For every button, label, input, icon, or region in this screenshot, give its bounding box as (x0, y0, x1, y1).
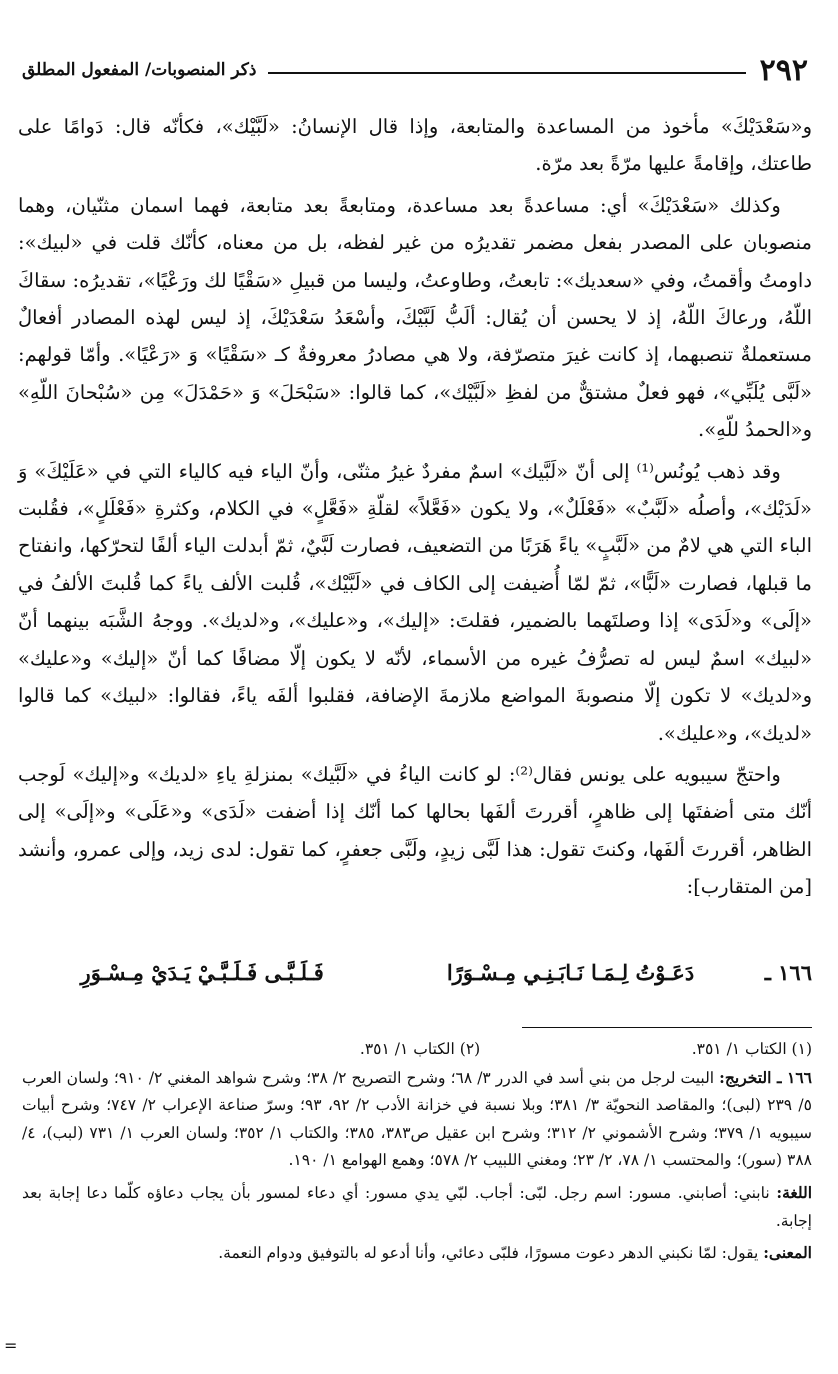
continuation-mark: = (4, 1336, 18, 1355)
page-header (22, 50, 808, 90)
takhrij-note (22, 1064, 812, 1175)
verse-number: ١٦٦ ـ (764, 959, 812, 985)
footnote-rule (522, 1027, 812, 1028)
footnotes (22, 1036, 812, 1268)
lugha-note (22, 1179, 812, 1235)
takhrij-label: ١٦٦ ـ التخريج: (719, 1067, 812, 1087)
running-title: ذكر المنصوبات/ المفعول المطلق (22, 60, 257, 80)
footnote-refs (22, 1036, 812, 1064)
takhrij-text: البيت لرجل من بني أسد في الدرر ٣/ ٦٨؛ وشرح التصريح ٢/ ٣٨؛ وشرح شواهد المغني ٢/ ٩١٠؛ ولسان العرب ٥/ ٢٣٩ (لبى)؛ والمقاصد النحويّة ٣/ ٣٨١؛ وبلا نسبة في خزانة الأدب ٢/ ٩٢، ٩٣؛ وسرّ صناعة الإعراب ٢/ ٧٤٧؛ وشرح أبيات سيبويه ١/ ٣٧٩؛ وشرح الأشموني ٢/ ٣١٢؛ وشرح ابن عقيل ص٣٨٣، ٣٨٥؛ والكتاب ١/ ٣٥٢؛ ولسان العرب ١/ ٧٣١ (لبب)، ٤/ ٣٨٨ (سور)؛ والمحتسب ١/ ٧٨، ٢/ ٢٣؛ ومغني اللبيب ٢/ ٥٧٨؛ وهمع الهوامع ١/ ١٩٠. (22, 1068, 813, 1170)
mana-note (22, 1239, 812, 1268)
mana-text: يقول: لمّا نكبني الدهر دعوت مسورًا، فلبّى دعائي، وأنا أدعو له بالتوفيق ودوام النعمة. (218, 1244, 759, 1263)
paragraph-2: وكذلك «سَعْدَيْكَ» أي: مساعدةً بعد مساعدة، ومتابعةً بعد متابعة، فهما اسمان مثنّيان، وهما منصوبان على المصدر بفعل مضمر تقديرُه من غير لفظه، بل من معناه، كأنّك قلت في «لبيك»: داومتُ وأقمتُ، وفي «سعديك»: تابعتُ، وطاوعتُ، وليسا من قبيلِ «سَقْيًا لك ورَعْيًا»، تقديرُه: سقاكَ اللّهُ، ورعاكَ اللّهُ، إذ لا يحسن أن يُقال: ألَبُّ لَبَّيْكَ، وأسْعَدُ سَعْدَيْكَ، إذ ليس لهذه المصادر أفعالٌ مستعملةٌ تنصبهما، إذ كانت غيرَ متصرّفة، ولا هي مصادرُ معروفةٌ كـ «سَقْيًا» وَ «رَعْيًا». وأمّا قولهم: «لَبَّى يُلَبِّي»، فهو فعلٌ مشتقٌّ من لفظِ «لَبَّيْك»، كما قالوا: «سَبْحَلَ» وَ «حَمْدَلَ» مِن «سُبْحانَ اللّهِ» و«الحمدُ للّهِ». (18, 193, 812, 442)
paragraph-3: وقد ذهب يُونُس⁽¹⁾ إلى أنّ «لَبَّيك» اسمٌ مفردٌ غيرُ مثنّى، وأنّ الياء فيه كالياء التي في «عَلَيْكَ» وَ «لَدَيْك»، وأصلُه «لَبَّبٌ» «فَعْلَلٌ»، ولا يكون «فَعَّلاً» لقلّةِ «فَعَّلٍ» في الكلام، وكثرةِ «فَعْلَلٍ»، فقُلبت الباء التي هي لامٌ من «لَبَّبٍ» ياءً هَرَبًا من التضعيف، فصارت لَبَّيٌ، ثمّ أبدلت الياء ألفًا لتحرّكها، وانفتاح ما قبلها، فصارت «لَبًّا»، ثمّ لمّا أُضيفت إلى الكاف في «لَبَّيْك»، قُلبت الألف ياءً كما قُلبتَ الألفُ في «إلَى» و«لَدَى» إذا وصلتَهما بالضمير، فقلتَ: «إليك»، و«عليك»، و«لديك». ووجهُ الشَّبَه بينهما أنّ «لبيك» اسمٌ ليس له تصرُّفُ غيره من الأسماء، لأنّه لا يكون إلّا مضافًا كما أنّ «إليك» و«عليك» و«لديك» لا تكون إلّا منصوبةَ المواضع ملازمةَ الإضافة، فقلبوا ألفَه ياءً، فقالوا: «لبيك» كما قالوا «لديك»، و«عليك». (18, 459, 812, 745)
main-text (18, 108, 812, 906)
paragraph-1: و«سَعْدَيْكَ» مأخوذ من المساعدة والمتابعة، وإذا قال الإنسانُ: «لَبَّيْك»، فكأنّه قال: دَوامًا على طاعتك، وإقامةً عليها مرّةً بعد مرّة. (18, 115, 812, 176)
poetry-verse (18, 950, 812, 994)
lugha-label: اللغة: (776, 1182, 813, 1202)
paragraph-4: واحتجّ سيبويه على يونس فقال⁽²⁾: لو كانت الياءُ في «لَبَّيك» بمنزلةِ ياءِ «لديك» و«إليك» لَوجب أنّك متى أضفتَها إلى ظاهرٍ، أقررتَ ألفَها بحالها كما أنّك إذا أضفت «لَدَى» و«عَلَى» و«إلَى» إلى الظاهر، أقررتَ ألفَها، وكنتَ تقول: هذا لَبَّى زيدٍ، ولَبَّى جعفرٍ، كما تقول: لدى زيد، وإلى عمرو، وأنشد [من المتقارب]: (18, 762, 812, 899)
lugha-text: نابني: أصابني. مسور: اسم رجل. لبّى: أجاب. لبّي يدي مسور: أي دعاء لمسور بأن يجاب دعاؤه كلّما دعا إجابة بعد إجابة. (22, 1183, 812, 1230)
footnote-1: (١) الكتاب ١/ ٣٥١. (691, 1040, 812, 1058)
footnote-2: (٢) الكتاب ١/ ٣٥١. (359, 1040, 481, 1058)
page-number: ٢٩٢ (759, 52, 808, 88)
verse-second-hemistich: فَـلَـبَّـى فَـلَـبَّـيْ يَـدَيْ مِـسْـوَرِ (80, 959, 324, 985)
header-rule (268, 72, 745, 74)
mana-label: المعنى: (763, 1243, 812, 1263)
verse-first-hemistich: دَعَـوْتُ لِـمَـا نَـابَـنِـي مِـسْـوَرًا (446, 959, 695, 985)
